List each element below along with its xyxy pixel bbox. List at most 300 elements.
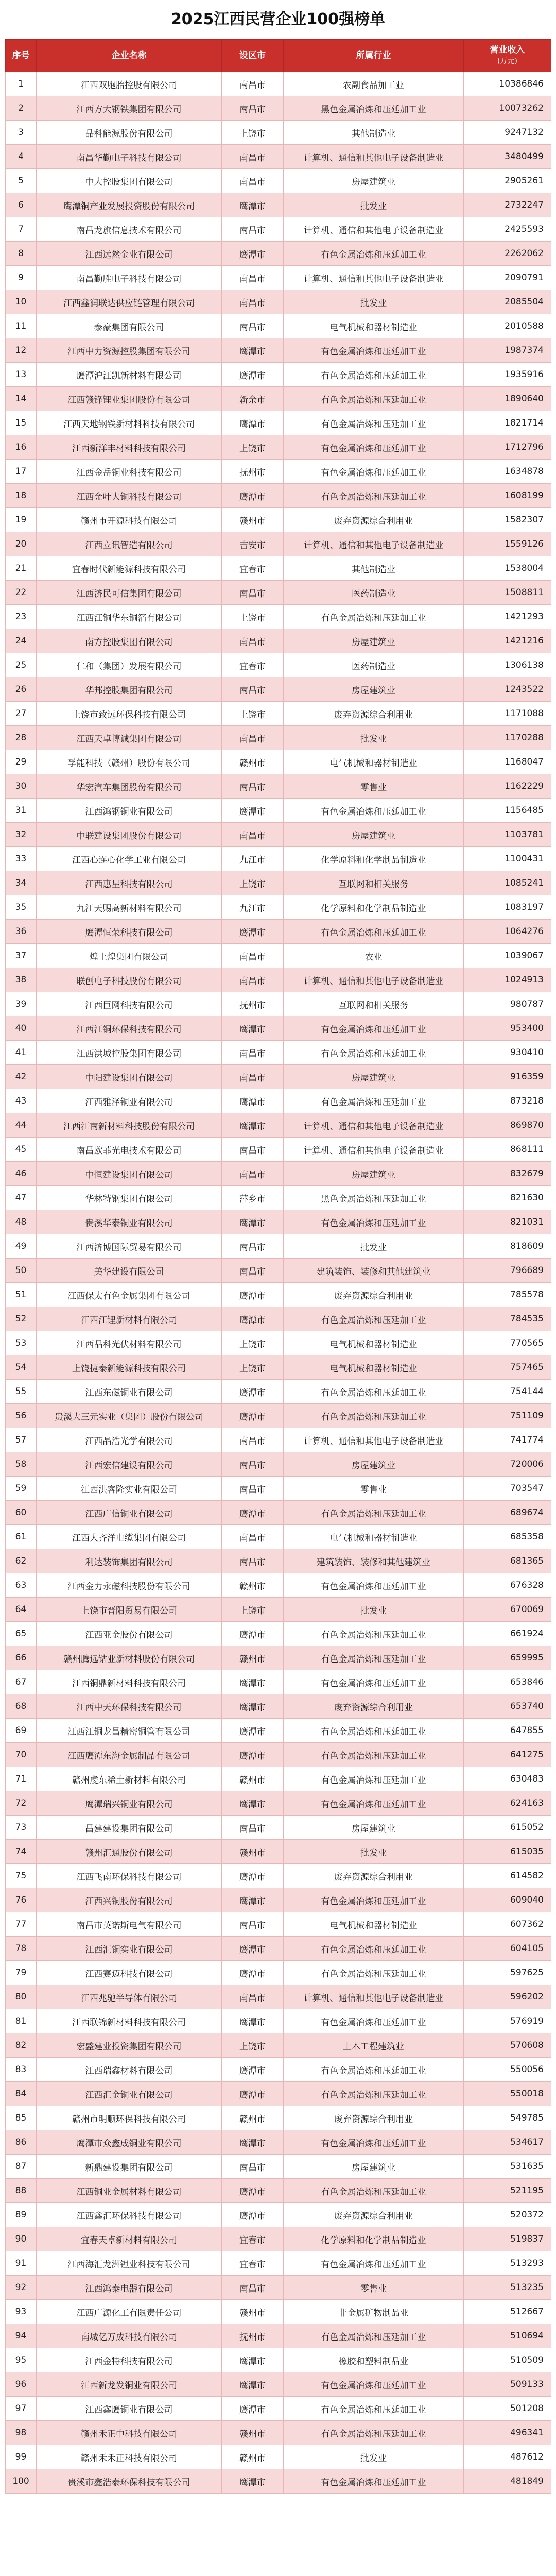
cell-rank: 86 xyxy=(6,2130,37,2155)
cell-industry: 房屋建筑业 xyxy=(284,1065,464,1089)
cell-name: 江西鑫汇环保科技有限公司 xyxy=(37,2203,222,2227)
table-row xyxy=(6,1501,551,1525)
cell-industry: 有色金属冶炼和压延加工业 xyxy=(284,484,464,508)
cell-rank: 78 xyxy=(6,1937,37,1961)
table-row xyxy=(6,314,551,338)
cell-revenue: 757465 xyxy=(464,1355,551,1380)
header-row xyxy=(6,40,551,72)
cell-industry: 有色金属冶炼和压延加工业 xyxy=(284,387,464,411)
cell-revenue: 615052 xyxy=(464,1816,551,1840)
cell-city: 鹰潭市 xyxy=(222,2469,284,2494)
cell-city: 南昌市 xyxy=(222,1525,284,1549)
cell-revenue: 550056 xyxy=(464,2058,551,2082)
cell-name: 江西鸿钢铜业有限公司 xyxy=(37,799,222,823)
cell-revenue: 1024913 xyxy=(464,968,551,992)
cell-name: 江西双胞胎控股有限公司 xyxy=(37,72,222,96)
header-revenue-label: 营业收入 xyxy=(490,45,525,55)
cell-rank: 8 xyxy=(6,242,37,266)
cell-name: 江西惠星科技有限公司 xyxy=(37,871,222,895)
cell-revenue: 832679 xyxy=(464,1162,551,1186)
cell-city: 鹰潭市 xyxy=(222,2009,284,2033)
cell-industry: 电气机械和器材制造业 xyxy=(284,750,464,774)
cell-city: 南昌市 xyxy=(222,145,284,169)
cell-revenue: 869870 xyxy=(464,1113,551,1138)
cell-industry: 有色金属冶炼和压延加工业 xyxy=(284,411,464,435)
cell-city: 南昌市 xyxy=(222,677,284,702)
cell-name: 江西鑫润联达供应链管理有限公司 xyxy=(37,290,222,314)
table-row xyxy=(6,2300,551,2324)
cell-industry: 有色金属冶炼和压延加工业 xyxy=(284,363,464,387)
cell-name: 南城亿万成科技有限公司 xyxy=(37,2324,222,2348)
cell-revenue: 1987374 xyxy=(464,338,551,363)
cell-rank: 60 xyxy=(6,1501,37,1525)
cell-city: 鹰潭市 xyxy=(222,2348,284,2372)
cell-industry: 有色金属冶炼和压延加工业 xyxy=(284,2421,464,2445)
table-row xyxy=(6,1525,551,1549)
cell-industry: 有色金属冶炼和压延加工业 xyxy=(284,1888,464,1912)
cell-name: 江西赛迈科技有限公司 xyxy=(37,1961,222,1985)
header-industry: 所属行业 xyxy=(284,40,464,72)
cell-rank: 19 xyxy=(6,508,37,532)
table-row xyxy=(6,121,551,145)
table-row xyxy=(6,2082,551,2106)
table-row xyxy=(6,363,551,387)
cell-name: 赣州市开源科技有限公司 xyxy=(37,508,222,532)
table-row xyxy=(6,1670,551,1694)
cell-revenue: 481849 xyxy=(464,2469,551,2494)
cell-industry: 有色金属冶炼和压延加工业 xyxy=(284,2130,464,2155)
cell-revenue: 513293 xyxy=(464,2251,551,2276)
cell-city: 鹰潭市 xyxy=(222,1622,284,1646)
cell-industry: 零售业 xyxy=(284,2276,464,2300)
cell-city: 赣州市 xyxy=(222,2421,284,2445)
cell-revenue: 10073262 xyxy=(464,96,551,121)
cell-rank: 72 xyxy=(6,1791,37,1816)
cell-name: 江西广源化工有限责任公司 xyxy=(37,2300,222,2324)
cell-industry: 计算机、通信和其他电子设备制造业 xyxy=(284,968,464,992)
cell-industry: 医药制造业 xyxy=(284,653,464,677)
cell-revenue: 531635 xyxy=(464,2155,551,2179)
cell-city: 宜春市 xyxy=(222,2251,284,2276)
cell-rank: 24 xyxy=(6,629,37,653)
table-row xyxy=(6,2348,551,2372)
cell-industry: 有色金属冶炼和压延加工业 xyxy=(284,242,464,266)
cell-city: 吉安市 xyxy=(222,532,284,556)
cell-city: 宜春市 xyxy=(222,556,284,581)
cell-city: 鹰潭市 xyxy=(222,411,284,435)
cell-rank: 47 xyxy=(6,1186,37,1210)
cell-industry: 计算机、通信和其他电子设备制造业 xyxy=(284,1985,464,2009)
cell-revenue: 647855 xyxy=(464,1719,551,1743)
cell-revenue: 1170288 xyxy=(464,726,551,750)
cell-city: 上饶市 xyxy=(222,1331,284,1355)
cell-industry: 有色金属冶炼和压延加工业 xyxy=(284,1016,464,1041)
table-row xyxy=(6,387,551,411)
cell-revenue: 510694 xyxy=(464,2324,551,2348)
cell-revenue: 509133 xyxy=(464,2372,551,2397)
cell-city: 南昌市 xyxy=(222,1912,284,1937)
cell-revenue: 1559126 xyxy=(464,532,551,556)
table-row xyxy=(6,895,551,920)
cell-rank: 25 xyxy=(6,653,37,677)
cell-city: 赣州市 xyxy=(222,2445,284,2469)
table-row xyxy=(6,2276,551,2300)
cell-industry: 房屋建筑业 xyxy=(284,169,464,193)
cell-revenue: 1890640 xyxy=(464,387,551,411)
cell-industry: 有色金属冶炼和压延加工业 xyxy=(284,2324,464,2348)
cell-revenue: 1306138 xyxy=(464,653,551,677)
cell-name: 江西方大钢铁集团有限公司 xyxy=(37,96,222,121)
table-row xyxy=(6,1694,551,1719)
table-row xyxy=(6,2251,551,2276)
cell-city: 南昌市 xyxy=(222,1428,284,1452)
table-row xyxy=(6,411,551,435)
cell-rank: 18 xyxy=(6,484,37,508)
cell-city: 上饶市 xyxy=(222,435,284,460)
cell-rank: 77 xyxy=(6,1912,37,1937)
table-row xyxy=(6,750,551,774)
cell-industry: 土木工程建筑业 xyxy=(284,2033,464,2058)
cell-rank: 10 xyxy=(6,290,37,314)
cell-name: 江西金特科技有限公司 xyxy=(37,2348,222,2372)
cell-industry: 有色金属冶炼和压延加工业 xyxy=(284,1573,464,1598)
cell-revenue: 873218 xyxy=(464,1089,551,1113)
cell-industry: 电气机械和器材制造业 xyxy=(284,314,464,338)
table-row xyxy=(6,871,551,895)
cell-city: 鹰潭市 xyxy=(222,2130,284,2155)
table-row xyxy=(6,242,551,266)
cell-name: 江西天卓博诚集团有限公司 xyxy=(37,726,222,750)
cell-city: 南昌市 xyxy=(222,169,284,193)
cell-name: 中恒建设集团有限公司 xyxy=(37,1162,222,1186)
cell-industry: 计算机、通信和其他电子设备制造业 xyxy=(284,145,464,169)
cell-city: 九江市 xyxy=(222,895,284,920)
cell-revenue: 784535 xyxy=(464,1307,551,1331)
cell-rank: 64 xyxy=(6,1598,37,1622)
cell-industry: 计算机、通信和其他电子设备制造业 xyxy=(284,266,464,290)
cell-revenue: 751109 xyxy=(464,1404,551,1428)
table-row xyxy=(6,1840,551,1864)
cell-industry: 有色金属冶炼和压延加工业 xyxy=(284,1961,464,1985)
cell-revenue: 1243522 xyxy=(464,677,551,702)
table-row xyxy=(6,774,551,799)
cell-industry: 有色金属冶炼和压延加工业 xyxy=(284,2469,464,2494)
cell-industry: 房屋建筑业 xyxy=(284,629,464,653)
cell-city: 鹰潭市 xyxy=(222,1937,284,1961)
cell-revenue: 1171088 xyxy=(464,702,551,726)
cell-name: 晶科能源股份有限公司 xyxy=(37,121,222,145)
cell-rank: 26 xyxy=(6,677,37,702)
cell-revenue: 624163 xyxy=(464,1791,551,1816)
cell-industry: 计算机、通信和其他电子设备制造业 xyxy=(284,1113,464,1138)
cell-revenue: 821630 xyxy=(464,1186,551,1210)
cell-name: 赣州虔东稀土新材料有限公司 xyxy=(37,1767,222,1791)
table-row xyxy=(6,629,551,653)
table-row xyxy=(6,605,551,629)
cell-city: 新余市 xyxy=(222,387,284,411)
cell-rank: 59 xyxy=(6,1477,37,1501)
cell-city: 鹰潭市 xyxy=(222,1694,284,1719)
cell-industry: 电气机械和器材制造业 xyxy=(284,1912,464,1937)
table-row xyxy=(6,2421,551,2445)
ranking-page xyxy=(5,0,551,2494)
table-row xyxy=(6,1041,551,1065)
table-row xyxy=(6,2179,551,2203)
table-row xyxy=(6,2469,551,2494)
cell-rank: 20 xyxy=(6,532,37,556)
cell-name: 鹰潭市众鑫成铜业有限公司 xyxy=(37,2130,222,2155)
cell-revenue: 1100431 xyxy=(464,847,551,871)
cell-rank: 93 xyxy=(6,2300,37,2324)
cell-rank: 55 xyxy=(6,1380,37,1404)
cell-revenue: 720006 xyxy=(464,1452,551,1477)
cell-rank: 56 xyxy=(6,1404,37,1428)
cell-industry: 建筑装饰、装修和其他建筑业 xyxy=(284,1549,464,1573)
cell-revenue: 2010588 xyxy=(464,314,551,338)
cell-industry: 有色金属冶炼和压延加工业 xyxy=(284,1767,464,1791)
cell-industry: 废弃资源综合利用业 xyxy=(284,1694,464,1719)
cell-name: 鹰潭恒荣科技有限公司 xyxy=(37,920,222,944)
table-row xyxy=(6,823,551,847)
table-row xyxy=(6,2106,551,2130)
cell-rank: 57 xyxy=(6,1428,37,1452)
cell-industry: 废弃资源综合利用业 xyxy=(284,508,464,532)
cell-name: 宜春时代新能源科技有限公司 xyxy=(37,556,222,581)
cell-city: 宜春市 xyxy=(222,653,284,677)
cell-revenue: 681365 xyxy=(464,1549,551,1573)
cell-city: 南昌市 xyxy=(222,1162,284,1186)
cell-name: 鹰潭铜产业发展投资股份有限公司 xyxy=(37,193,222,217)
cell-name: 贵溪华泰铜业有限公司 xyxy=(37,1210,222,1234)
cell-name: 江西晶科光伏材料有限公司 xyxy=(37,1331,222,1355)
cell-rank: 13 xyxy=(6,363,37,387)
table-row xyxy=(6,2058,551,2082)
cell-rank: 15 xyxy=(6,411,37,435)
cell-name: 上饶市致远环保科技有限公司 xyxy=(37,702,222,726)
cell-rank: 66 xyxy=(6,1646,37,1670)
cell-city: 鹰潭市 xyxy=(222,338,284,363)
cell-name: 上饶捷泰新能源科技有限公司 xyxy=(37,1355,222,1380)
table-row xyxy=(6,2324,551,2348)
cell-name: 江西新龙发铜业有限公司 xyxy=(37,2372,222,2397)
table-row xyxy=(6,556,551,581)
cell-industry: 批发业 xyxy=(284,1840,464,1864)
cell-city: 赣州市 xyxy=(222,1573,284,1598)
cell-rank: 23 xyxy=(6,605,37,629)
table-row xyxy=(6,169,551,193)
cell-industry: 橡胶和塑料制品业 xyxy=(284,2348,464,2372)
cell-name: 南昌欧菲光电技术有限公司 xyxy=(37,1138,222,1162)
cell-revenue: 1039067 xyxy=(464,944,551,968)
cell-rank: 76 xyxy=(6,1888,37,1912)
cell-name: 赣州市明顺环保科技有限公司 xyxy=(37,2106,222,2130)
table-body xyxy=(6,72,551,2494)
cell-city: 南昌市 xyxy=(222,1259,284,1283)
cell-industry: 批发业 xyxy=(284,193,464,217)
cell-name: 江西汇金铜业有限公司 xyxy=(37,2082,222,2106)
cell-city: 南昌市 xyxy=(222,314,284,338)
cell-rank: 1 xyxy=(6,72,37,96)
cell-city: 鹰潭市 xyxy=(222,1791,284,1816)
cell-revenue: 1162229 xyxy=(464,774,551,799)
table-row xyxy=(6,2155,551,2179)
cell-revenue: 670069 xyxy=(464,1598,551,1622)
cell-name: 华林特钢集团有限公司 xyxy=(37,1186,222,1210)
cell-revenue: 916359 xyxy=(464,1065,551,1089)
cell-industry: 有色金属冶炼和压延加工业 xyxy=(284,799,464,823)
cell-industry: 房屋建筑业 xyxy=(284,1452,464,1477)
cell-city: 鹰潭市 xyxy=(222,1670,284,1694)
cell-city: 上饶市 xyxy=(222,702,284,726)
cell-industry: 房屋建筑业 xyxy=(284,1816,464,1840)
cell-city: 抚州市 xyxy=(222,460,284,484)
cell-name: 宏盛建业投资集团有限公司 xyxy=(37,2033,222,2058)
header-revenue-unit: (万元) xyxy=(497,57,517,65)
cell-rank: 5 xyxy=(6,169,37,193)
cell-industry: 批发业 xyxy=(284,290,464,314)
cell-industry: 有色金属冶炼和压延加工业 xyxy=(284,2179,464,2203)
cell-name: 鹰潭瑞兴铜业有限公司 xyxy=(37,1791,222,1816)
table-row xyxy=(6,726,551,750)
cell-industry: 黑色金属冶炼和压延加工业 xyxy=(284,96,464,121)
cell-city: 赣州市 xyxy=(222,508,284,532)
table-row xyxy=(6,1138,551,1162)
table-row xyxy=(6,1234,551,1259)
table-row xyxy=(6,1259,551,1283)
table-row xyxy=(6,677,551,702)
cell-rank: 43 xyxy=(6,1089,37,1113)
cell-city: 南昌市 xyxy=(222,726,284,750)
cell-rank: 83 xyxy=(6,2058,37,2082)
cell-rank: 7 xyxy=(6,217,37,242)
table-row xyxy=(6,290,551,314)
cell-revenue: 770565 xyxy=(464,1331,551,1355)
cell-revenue: 685358 xyxy=(464,1525,551,1549)
cell-city: 上饶市 xyxy=(222,605,284,629)
table-row xyxy=(6,72,551,96)
cell-name: 江西晶浩光学有限公司 xyxy=(37,1428,222,1452)
cell-revenue: 512667 xyxy=(464,2300,551,2324)
table-row xyxy=(6,1113,551,1138)
cell-name: 鹰潭沪江凯新材料有限公司 xyxy=(37,363,222,387)
cell-name: 南昌市英诺斯电气有限公司 xyxy=(37,1912,222,1937)
cell-name: 江西广信铜业有限公司 xyxy=(37,1501,222,1525)
cell-name: 江西大齐洋电缆集团有限公司 xyxy=(37,1525,222,1549)
cell-industry: 互联网和相关服务 xyxy=(284,992,464,1016)
cell-city: 九江市 xyxy=(222,847,284,871)
cell-rank: 98 xyxy=(6,2421,37,2445)
cell-rank: 73 xyxy=(6,1816,37,1840)
table-row xyxy=(6,1573,551,1598)
table-row xyxy=(6,2397,551,2421)
cell-rank: 89 xyxy=(6,2203,37,2227)
cell-city: 赣州市 xyxy=(222,1767,284,1791)
cell-rank: 100 xyxy=(6,2469,37,2494)
cell-rank: 97 xyxy=(6,2397,37,2421)
cell-name: 赣州汇通股份有限公司 xyxy=(37,1840,222,1864)
cell-rank: 46 xyxy=(6,1162,37,1186)
cell-revenue: 1168047 xyxy=(464,750,551,774)
cell-name: 江西济博国际贸易有限公司 xyxy=(37,1234,222,1259)
cell-rank: 40 xyxy=(6,1016,37,1041)
cell-rank: 80 xyxy=(6,1985,37,2009)
cell-revenue: 487612 xyxy=(464,2445,551,2469)
cell-revenue: 1085241 xyxy=(464,871,551,895)
cell-revenue: 604105 xyxy=(464,1937,551,1961)
table-row xyxy=(6,992,551,1016)
cell-revenue: 2425593 xyxy=(464,217,551,242)
cell-revenue: 3480499 xyxy=(464,145,551,169)
table-row xyxy=(6,1888,551,1912)
table-row xyxy=(6,1162,551,1186)
cell-revenue: 9247132 xyxy=(464,121,551,145)
cell-rank: 87 xyxy=(6,2155,37,2179)
table-row xyxy=(6,484,551,508)
cell-revenue: 741774 xyxy=(464,1428,551,1452)
cell-industry: 零售业 xyxy=(284,1477,464,1501)
cell-revenue: 754144 xyxy=(464,1380,551,1404)
cell-industry: 有色金属冶炼和压延加工业 xyxy=(284,1404,464,1428)
cell-name: 华邦控股集团有限公司 xyxy=(37,677,222,702)
cell-revenue: 2090791 xyxy=(464,266,551,290)
table-row xyxy=(6,96,551,121)
cell-revenue: 576919 xyxy=(464,2009,551,2033)
cell-rank: 71 xyxy=(6,1767,37,1791)
cell-name: 江西鸿泰电器有限公司 xyxy=(37,2276,222,2300)
cell-city: 南昌市 xyxy=(222,1041,284,1065)
cell-industry: 有色金属冶炼和压延加工业 xyxy=(284,2009,464,2033)
header-city: 设区市 xyxy=(222,40,284,72)
cell-revenue: 596202 xyxy=(464,1985,551,2009)
cell-name: 仁和（集团）发展有限公司 xyxy=(37,653,222,677)
cell-name: 江西洪客隆实业有限公司 xyxy=(37,1477,222,1501)
cell-city: 南昌市 xyxy=(222,1985,284,2009)
cell-industry: 房屋建筑业 xyxy=(284,823,464,847)
table-row xyxy=(6,2227,551,2251)
cell-revenue: 785578 xyxy=(464,1283,551,1307)
cell-industry: 批发业 xyxy=(284,1234,464,1259)
cell-city: 鹰潭市 xyxy=(222,1888,284,1912)
table-row xyxy=(6,532,551,556)
cell-name: 煌上煌集团有限公司 xyxy=(37,944,222,968)
cell-industry: 农副食品加工业 xyxy=(284,72,464,96)
cell-rank: 29 xyxy=(6,750,37,774)
cell-revenue: 868111 xyxy=(464,1138,551,1162)
table-row xyxy=(6,1622,551,1646)
cell-city: 鹰潭市 xyxy=(222,2082,284,2106)
cell-name: 赣州禾正中科技有限公司 xyxy=(37,2421,222,2445)
cell-name: 江西铜鼎新材料科技有限公司 xyxy=(37,1670,222,1694)
cell-revenue: 534617 xyxy=(464,2130,551,2155)
cell-rank: 94 xyxy=(6,2324,37,2348)
cell-city: 鹰潭市 xyxy=(222,1501,284,1525)
table-row xyxy=(6,435,551,460)
cell-city: 鹰潭市 xyxy=(222,1089,284,1113)
cell-name: 南昌华勤电子科技有限公司 xyxy=(37,145,222,169)
cell-industry: 有色金属冶炼和压延加工业 xyxy=(284,1791,464,1816)
cell-rank: 45 xyxy=(6,1138,37,1162)
cell-name: 赣州禾禾正科技有限公司 xyxy=(37,2445,222,2469)
cell-revenue: 818609 xyxy=(464,1234,551,1259)
table-row xyxy=(6,653,551,677)
cell-name: 上饶市晋阳贸易有限公司 xyxy=(37,1598,222,1622)
cell-revenue: 1608199 xyxy=(464,484,551,508)
cell-rank: 84 xyxy=(6,2082,37,2106)
cell-revenue: 521195 xyxy=(464,2179,551,2203)
cell-industry: 废弃资源综合利用业 xyxy=(284,1864,464,1888)
cell-industry: 有色金属冶炼和压延加工业 xyxy=(284,1380,464,1404)
cell-city: 抚州市 xyxy=(222,2324,284,2348)
